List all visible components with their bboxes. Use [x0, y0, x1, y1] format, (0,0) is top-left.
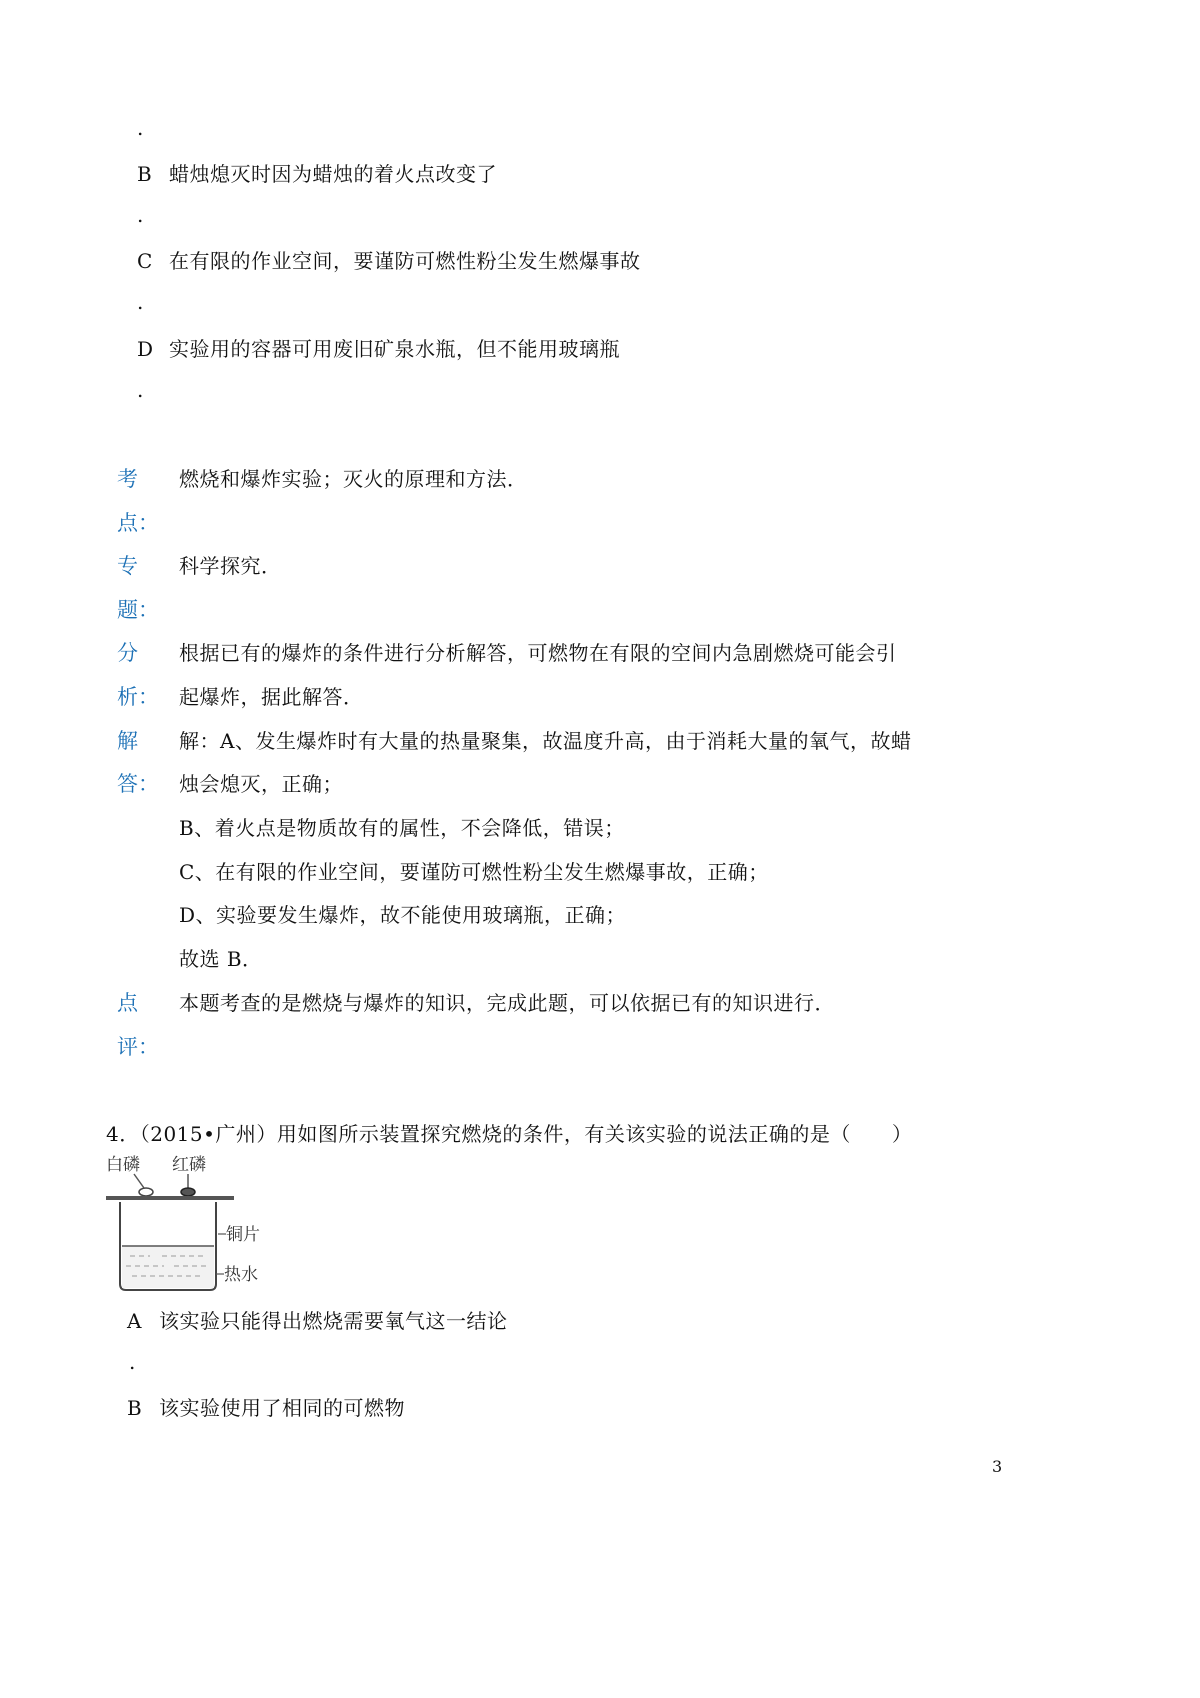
fenxi-line-2: 起爆炸，据此解答． [179, 685, 364, 709]
jieda-line-6: 故选 B． [179, 947, 263, 971]
q3-option-b-dot: . [137, 203, 144, 227]
option-letter: B [127, 1396, 143, 1420]
q4-option-a[interactable] [127, 1305, 508, 1334]
red-phosphorus-lump [181, 1188, 195, 1196]
dianping-text: 本题考查的是燃烧与爆炸的知识，完成此题，可以依据已有的知识进行． [179, 991, 835, 1015]
kaodian-label-1: 考 [117, 467, 138, 491]
q4-stem: 4．（2015•广州）用如图所示装置探究燃烧的条件，有关该实验的说法正确的是（ ） [106, 1122, 913, 1146]
zhuanti-label-2: 题： [117, 598, 159, 622]
jieda-line-5: D、实验要发生爆炸，故不能使用玻璃瓶，正确； [179, 903, 627, 927]
white-phosphorus-label: 白磷 [106, 1155, 140, 1175]
jieda-line-3: B、着火点是物质故有的属性，不会降低，错误； [179, 816, 625, 840]
jieda-line-2: 烛会熄灭，正确； [179, 772, 343, 796]
zhuanti-label-1: 专 [117, 554, 138, 578]
q3-option-d[interactable] [137, 333, 620, 362]
copper-sheet-label: 铜片 [226, 1225, 260, 1245]
q3-option-a-dot: . [137, 116, 144, 140]
jieda-line-4: C、在有限的作业空间，要谨防可燃性粉尘发生燃爆事故，正确； [179, 860, 769, 884]
option-text: 在有限的作业空间，要谨防可燃性粉尘发生燃爆事故 [169, 249, 641, 273]
copper-sheet [106, 1196, 234, 1200]
combustion-apparatus-diagram [104, 1148, 284, 1298]
jieda-line-1: 解：A、发生爆炸时有大量的热量聚集，故温度升高，由于消耗大量的氧气，故蜡 [179, 729, 912, 753]
option-letter: C [137, 249, 153, 273]
q4-option-a-dot: . [129, 1350, 136, 1374]
option-text: 实验用的容器可用废旧矿泉水瓶，但不能用玻璃瓶 [169, 337, 620, 361]
hot-water [122, 1246, 214, 1288]
fenxi-label-2: 析： [117, 685, 159, 709]
fenxi-line-1: 根据已有的爆炸的条件进行分析解答，可燃物在有限的空间内急剧燃烧可能会引 [179, 641, 897, 665]
fenxi-label-1: 分 [117, 641, 138, 665]
dianping-label-2: 评： [117, 1035, 159, 1059]
jieda-label-1: 解 [117, 729, 138, 753]
dianping-label-1: 点 [117, 991, 138, 1015]
q3-option-c[interactable] [137, 245, 641, 274]
white-phosphorus-lump [139, 1188, 153, 1196]
option-letter: B [137, 162, 153, 186]
zhuanti-text: 科学探究． [179, 554, 282, 578]
page-number: 3 [992, 1457, 1003, 1476]
kaodian-label-2: 点： [117, 511, 159, 535]
kaodian-text: 燃烧和爆炸实验；灭火的原理和方法． [179, 467, 528, 491]
hot-water-label: 热水 [224, 1265, 258, 1285]
q3-option-c-dot: . [137, 290, 144, 314]
q3-option-b[interactable] [137, 158, 497, 187]
red-phosphorus-label: 红磷 [172, 1155, 206, 1175]
option-letter: A [127, 1309, 142, 1333]
option-letter: D [137, 337, 154, 361]
option-text: 该实验使用了相同的可燃物 [159, 1396, 405, 1420]
option-text: 蜡烛熄灭时因为蜡烛的着火点改变了 [169, 162, 497, 186]
q4-option-b[interactable] [127, 1392, 405, 1421]
option-text: 该实验只能得出燃烧需要氧气这一结论 [159, 1309, 508, 1333]
q3-option-d-dot: . [137, 378, 144, 402]
jieda-label-2: 答： [117, 772, 159, 796]
